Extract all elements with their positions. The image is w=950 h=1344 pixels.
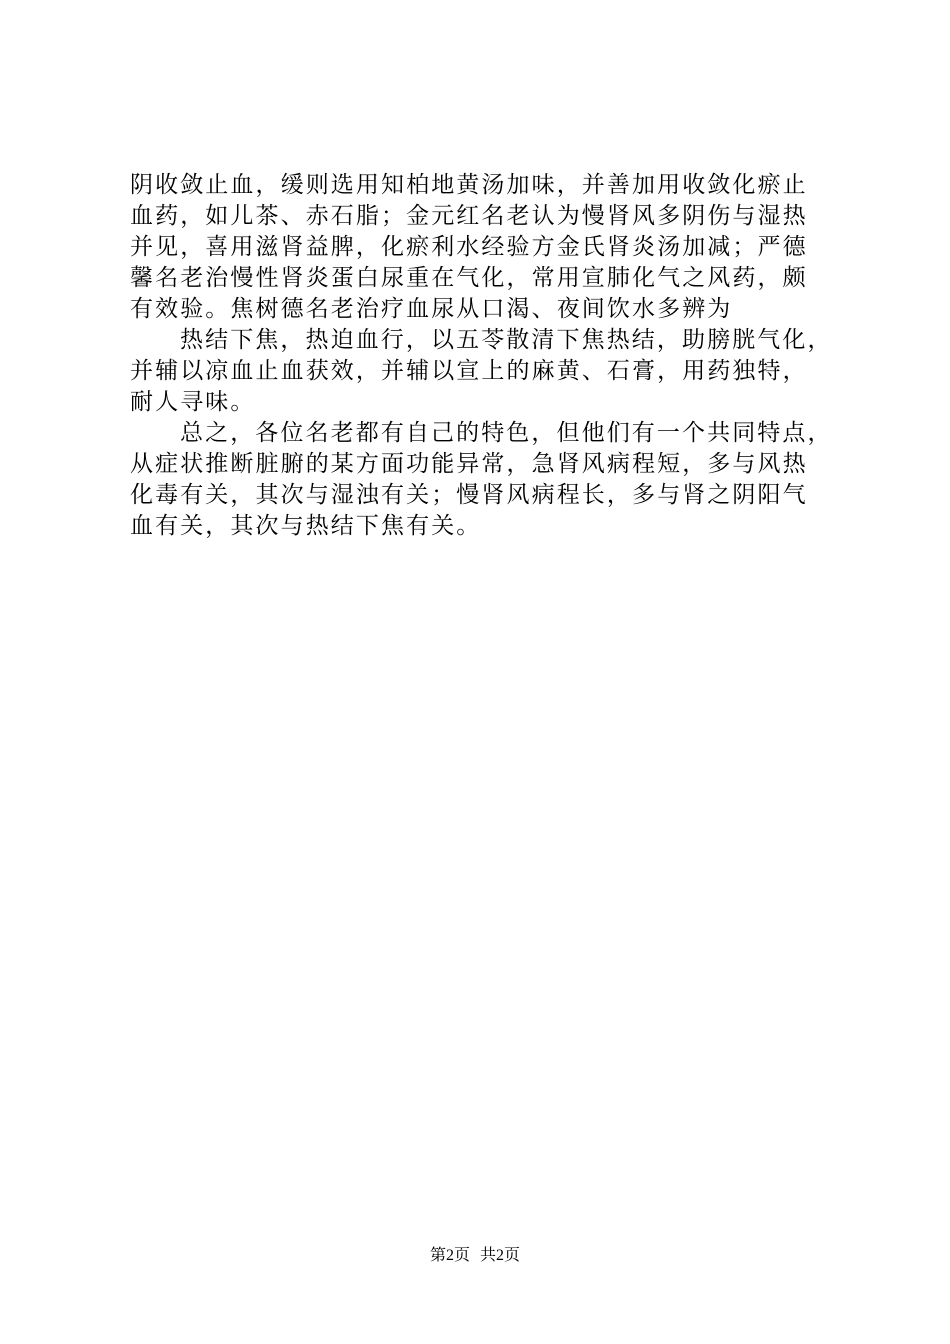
- paragraph-1: [130, 170, 830, 325]
- text-line: 并见，喜用滋肾益脾，化瘀利水经验方金氏肾炎汤加减；严德: [130, 234, 808, 260]
- page-number: 第2页: [429, 1247, 470, 1264]
- page-footer: [0, 1245, 950, 1267]
- document-body: [130, 170, 833, 542]
- text-line: 总之，各位名老都有自己的特色，但他们有一个共同特点，: [180, 420, 833, 446]
- text-line: 血药，如儿茶、赤石脂；金元红名老认为慢肾风多阴伤与湿热: [130, 203, 808, 229]
- text-line: 馨名老治慢性肾炎蛋白尿重在气化，常用宣肺化气之风药，颇: [130, 265, 808, 291]
- text-line: 化毒有关，其次与湿浊有关；慢肾风病程长，多与肾之阴阳气: [130, 482, 808, 508]
- text-line: 并辅以凉血止血获效，并辅以宣上的麻黄、石膏，用药独特，: [130, 358, 808, 384]
- text-line: 血有关，其次与热结下焦有关。: [130, 513, 482, 539]
- text-line: 阴收敛止血，缓则选用知柏地黄汤加味，并善加用收敛化瘀止: [130, 172, 808, 198]
- paragraph-2: [130, 325, 833, 418]
- page-total: 共2页: [480, 1247, 521, 1264]
- paragraph-3: [130, 418, 833, 542]
- text-line: 耐人寻味。: [130, 389, 256, 415]
- text-line: 从症状推断脏腑的某方面功能异常，急肾风病程短，多与风热: [130, 451, 808, 477]
- text-line: 有效验。焦树德名老治疗血尿从口渴、夜间饮水多辨为: [130, 296, 733, 322]
- text-line: 热结下焦，热迫血行，以五苓散清下焦热结，助膀胱气化，: [180, 327, 833, 353]
